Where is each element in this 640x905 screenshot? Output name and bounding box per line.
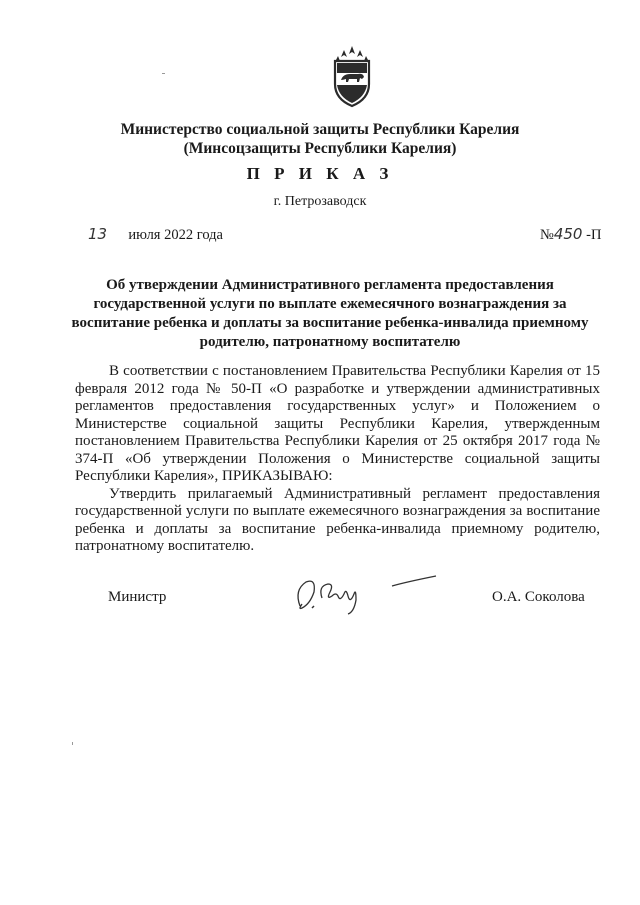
body-paragraph: В соответствии с постановлением Правительства Республики Карелия от 15 февраля 2012 года № 50-П «О разработке и утверждении административных регламентов предоставления государственных услуг» и Положением о Министерстве социальной защиты Республики Карелия, утвержденным постановлением Правительства Республики Карелия от 25 октября 2017 года № 374-П «Об утверждении Положения о Министерстве социальной защиты Республики Карелия», ПРИКАЗЫВАЮ:: [75, 363, 600, 484]
date-month-year: июля 2022 года: [128, 227, 223, 243]
number-prefix: №: [540, 227, 554, 243]
handwritten-signature: [288, 568, 448, 618]
ministry-short-name: (Минсоцзащиты Республики Карелия): [183, 140, 457, 157]
city: г. Петрозаводск: [273, 194, 367, 209]
date-day: 13: [88, 225, 108, 243]
number-value: 450: [553, 225, 583, 243]
signatory-role: Министр: [108, 589, 167, 605]
order-date: [88, 225, 223, 244]
order-number: [540, 225, 601, 244]
ministry-name: Министерство социальной защиты Республики Карелия: [120, 121, 520, 138]
scan-speck: [162, 73, 165, 74]
signatory-name: О.А. Соколова: [492, 589, 585, 605]
scan-speck: [72, 742, 73, 745]
body-paragraph: Утвердить прилагаемый Административный регламент предоставления государственной услуги по выплате ежемесячного вознаграждения за воспитание ребенка и доплаты за воспитание ребенка-инвалида приемному родителю, патронатному воспитателю.: [75, 485, 600, 554]
document-type: П Р И К А З: [246, 164, 394, 183]
number-suffix: -П: [586, 227, 602, 243]
karelia-coat-of-arms-icon: [330, 44, 374, 108]
document-body: [75, 363, 600, 556]
document-title: Об утверждении Административного регламента предоставления государственной услуги по выплате ежемесячного вознаграждения за воспитание ребенка и доплаты за воспитание ребенка-инвалида приемному родителю, патронатному воспитателю: [71, 277, 589, 350]
